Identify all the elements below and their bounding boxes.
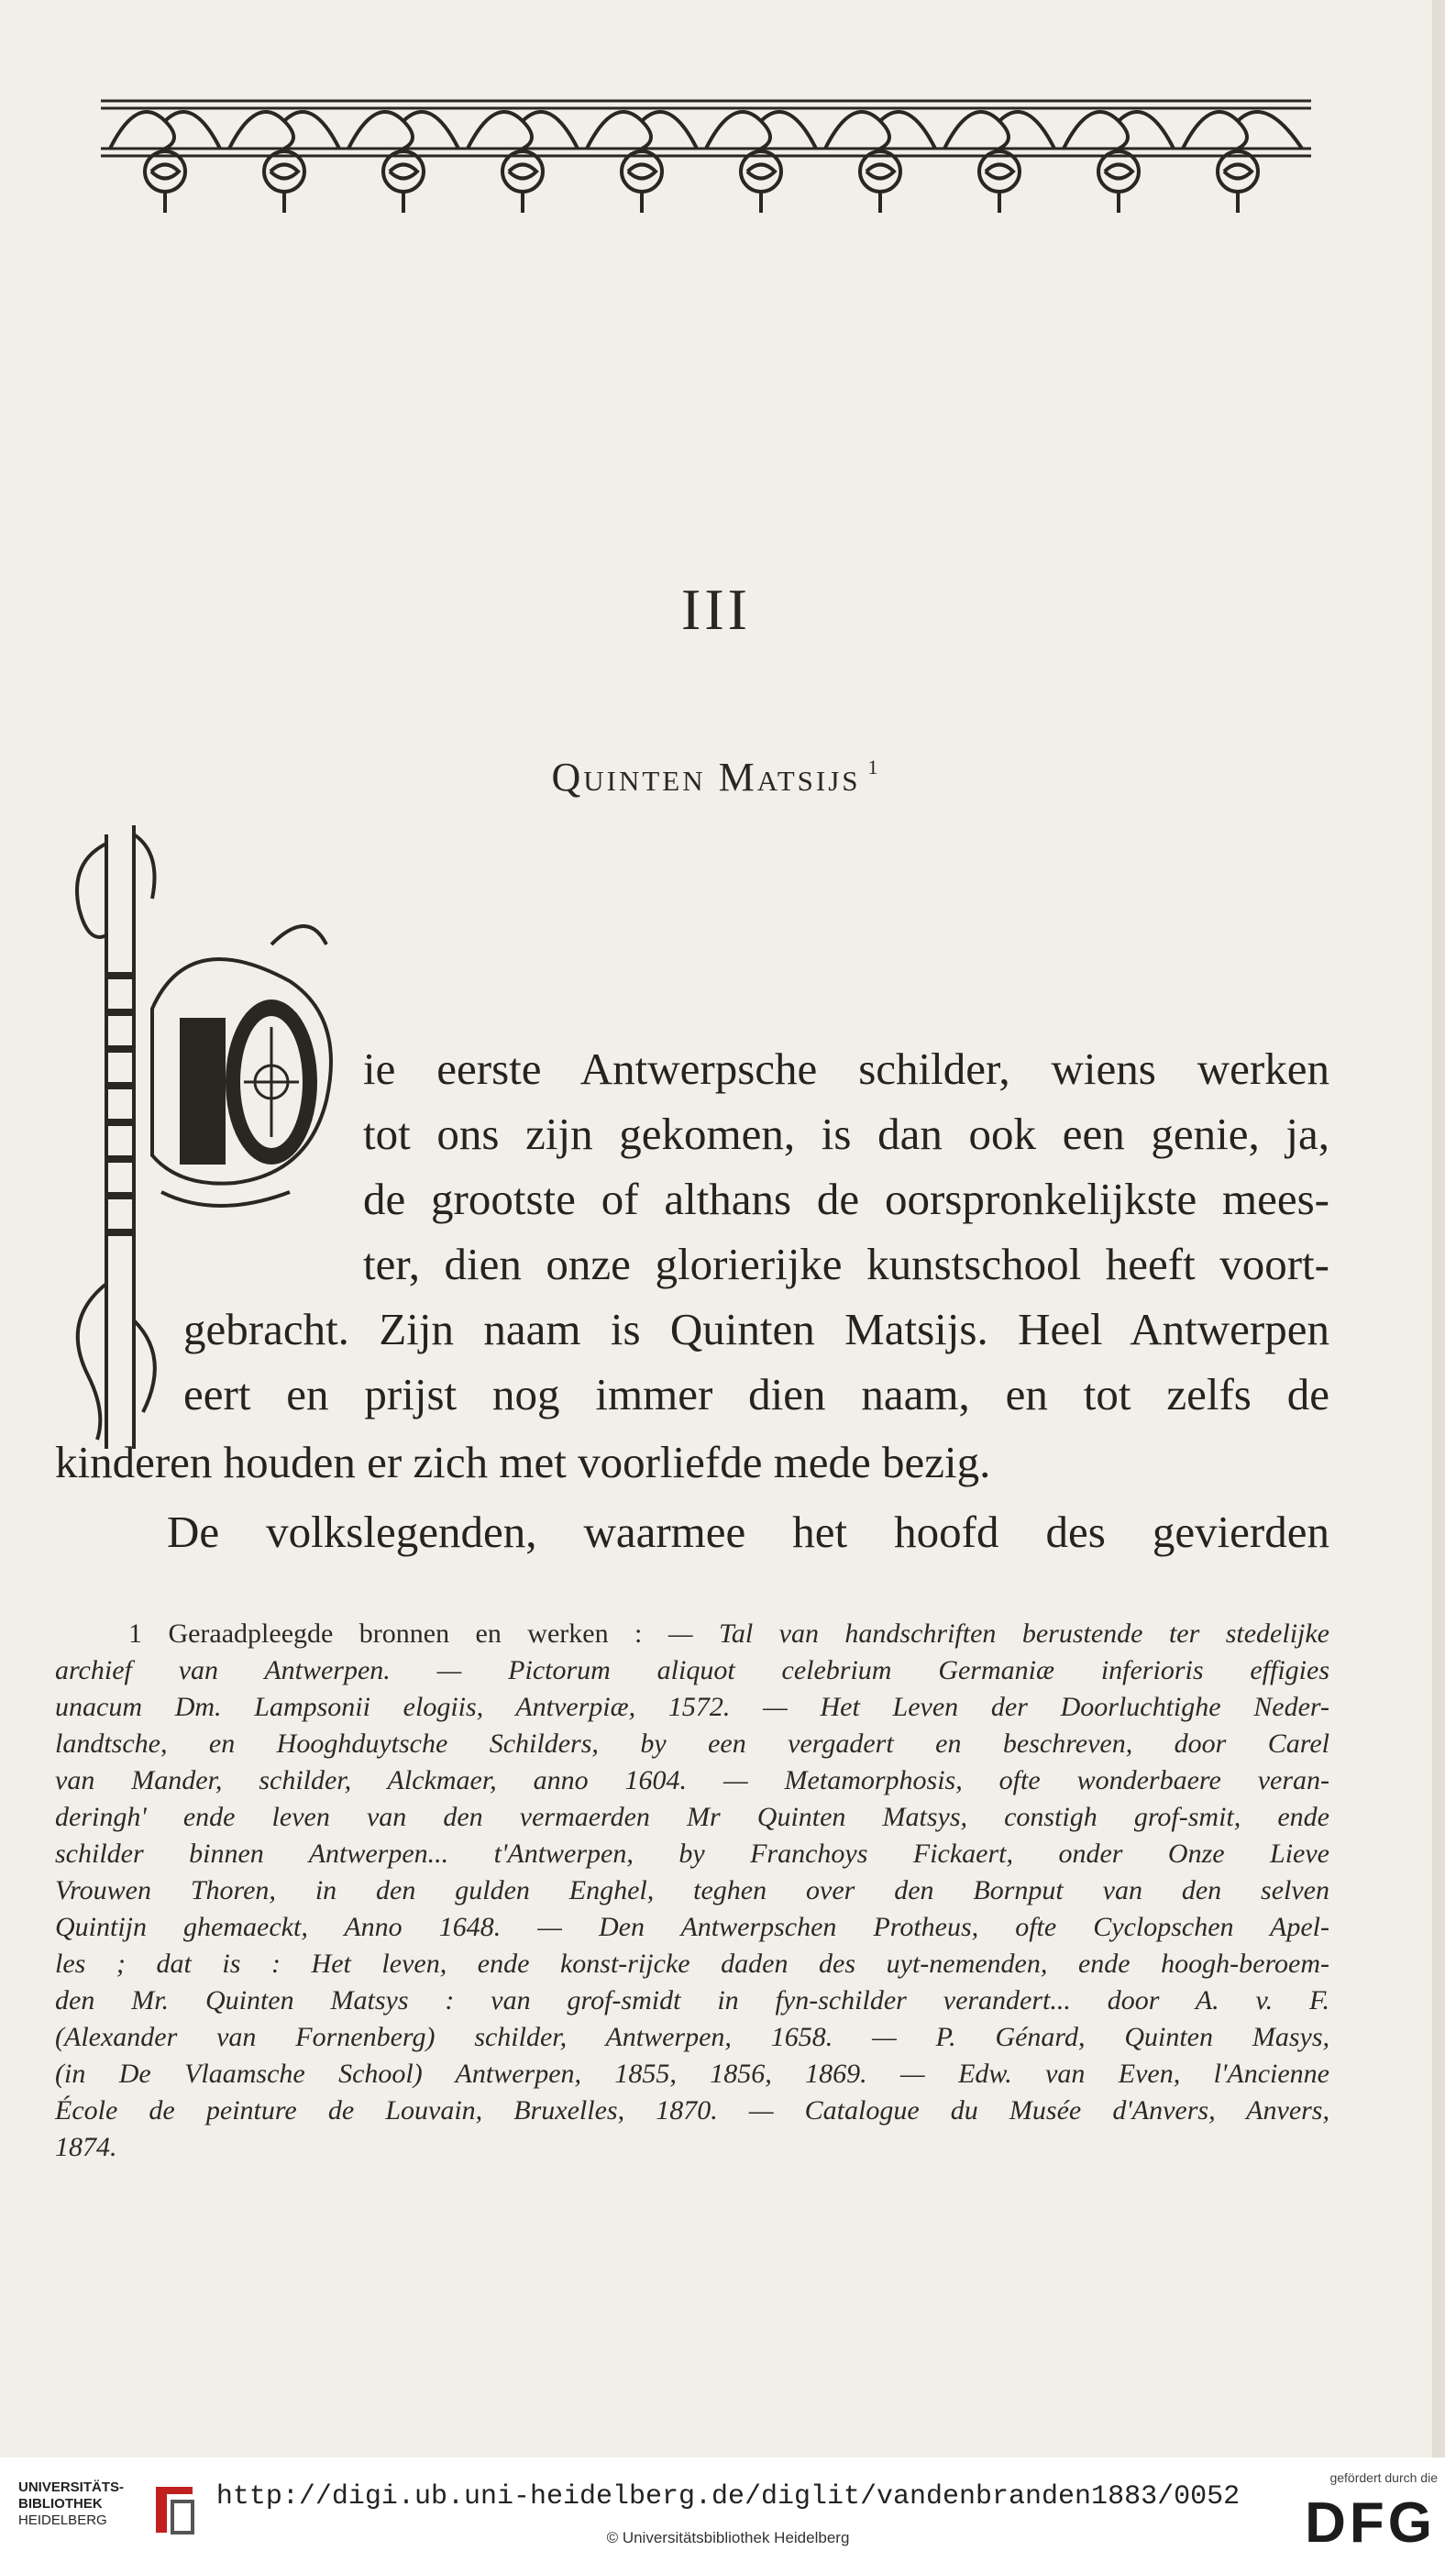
body-line: tot ons zijn gekomen, is dan ook een genie, ja, bbox=[363, 1109, 1329, 1159]
body-line: kinderen houden er zich met voorliefde mede bezig. bbox=[55, 1437, 991, 1487]
footnote-line: Vrouwen Thoren, in den gulden Enghel, teghen over den Bornput van den selven bbox=[55, 1875, 1329, 1905]
copyright-notice: © Universitätsbibliothek Heidelberg bbox=[606, 2529, 850, 2546]
body-line: eert en prijst nog immer dien naam, en tot zelfs de bbox=[183, 1369, 1329, 1419]
footnote-line: unacum Dm. Lampsonii elogiis, Antverpiæ, 1572. — Het Leven der Doorluchtighe Neder- bbox=[55, 1692, 1329, 1722]
footnote-line: archief van Antwerpen. — Pictorum aliquot celebrium Germaniæ inferioris effigies bbox=[55, 1655, 1329, 1685]
library-line-3: HEIDELBERG bbox=[18, 2512, 107, 2528]
footnote-line: les ; dat is : Het leven, ende konst-rijcke daden des uyt-nemenden, ende hoogh-beroem- bbox=[55, 1949, 1329, 1979]
footnote-line: (Alexander van Fornenberg) schilder, Antwerpen, 1658. — P. Génard, Quinten Masys, bbox=[55, 2022, 1329, 2052]
digitization-footer bbox=[0, 2457, 1456, 2562]
chapter-title-text: Quinten Matsijs bbox=[551, 755, 861, 800]
body-line: ter, dien onze glorierijke kunstschool heeft voort- bbox=[363, 1239, 1329, 1289]
footnote-text: — Tal van handschriften berustende ter stedelijke bbox=[667, 1618, 1329, 1649]
body-line: ie eerste Antwerpsche schilder, wiens werken bbox=[363, 1044, 1329, 1094]
footnote-line: École de peinture de Louvain, Bruxelles, 1870. — Catalogue du Musée d'Anvers, Anvers, bbox=[55, 2095, 1329, 2126]
library-line-2: BIBLIOTHEK bbox=[18, 2496, 103, 2512]
footnote-line: den Mr. Quinten Matsys : van grof-smidt in fyn-schilder verandert... door A. v. F. bbox=[55, 1985, 1329, 2015]
footnote-line: Quintijn ghemaeckt, Anno 1648. — Den Antwerpschen Protheus, ofte Cyclopschen Apel- bbox=[55, 1912, 1329, 1942]
footnote-line: (in De Vlaamsche School) Antwerpen, 1855, 1856, 1869. — Edw. van Even, l'Ancienne bbox=[55, 2059, 1329, 2089]
footnote-line bbox=[128, 1616, 1329, 1652]
body-line: de grootste of althans de oorspronkelijkste mees- bbox=[363, 1174, 1329, 1224]
footnote-marker: 1 bbox=[128, 1618, 142, 1649]
library-line-1: UNIVERSITÄTS- bbox=[18, 2479, 125, 2495]
footnote-line: landtsche, en Hooghduytsche Schilders, by een vergadert en beschreven, door Carel bbox=[55, 1728, 1329, 1759]
body-line: gebracht. Zijn naam is Quinten Matsijs. Heel Antwerpen bbox=[183, 1304, 1329, 1354]
footnote-reference: 1 bbox=[867, 756, 881, 779]
footnote-line: deringh' ende leven van den vermaerden Mr Quinten Matsys, constigh grof-smit, ende bbox=[55, 1802, 1329, 1832]
footnote-line: van Mander, schilder, Alckmaer, anno 1604. — Metamorphosis, ofte wonderbaere veran- bbox=[55, 1765, 1329, 1795]
footnote-line: 1874. bbox=[55, 2132, 117, 2162]
footnote-line: schilder binnen Antwerpen... t'Antwerpen, by Franchoys Fickaert, onder Onze Lieve bbox=[55, 1839, 1329, 1869]
footnote-lead: Geraadpleegde bronnen en werken : bbox=[168, 1618, 643, 1649]
dfg-logo: DFG bbox=[1305, 2491, 1436, 2555]
chapter-title bbox=[0, 754, 1432, 801]
permalink-url[interactable]: http://digi.ub.uni-heidelberg.de/diglit/vandenbranden1883/0052 bbox=[215, 2481, 1241, 2512]
decorative-header-border bbox=[101, 84, 1311, 222]
funder-caption: gefördert durch die bbox=[1329, 2470, 1438, 2485]
body-line: De volkslegenden, waarmee het hoofd des gevierden bbox=[167, 1507, 1329, 1557]
chapter-number: III bbox=[681, 577, 751, 642]
